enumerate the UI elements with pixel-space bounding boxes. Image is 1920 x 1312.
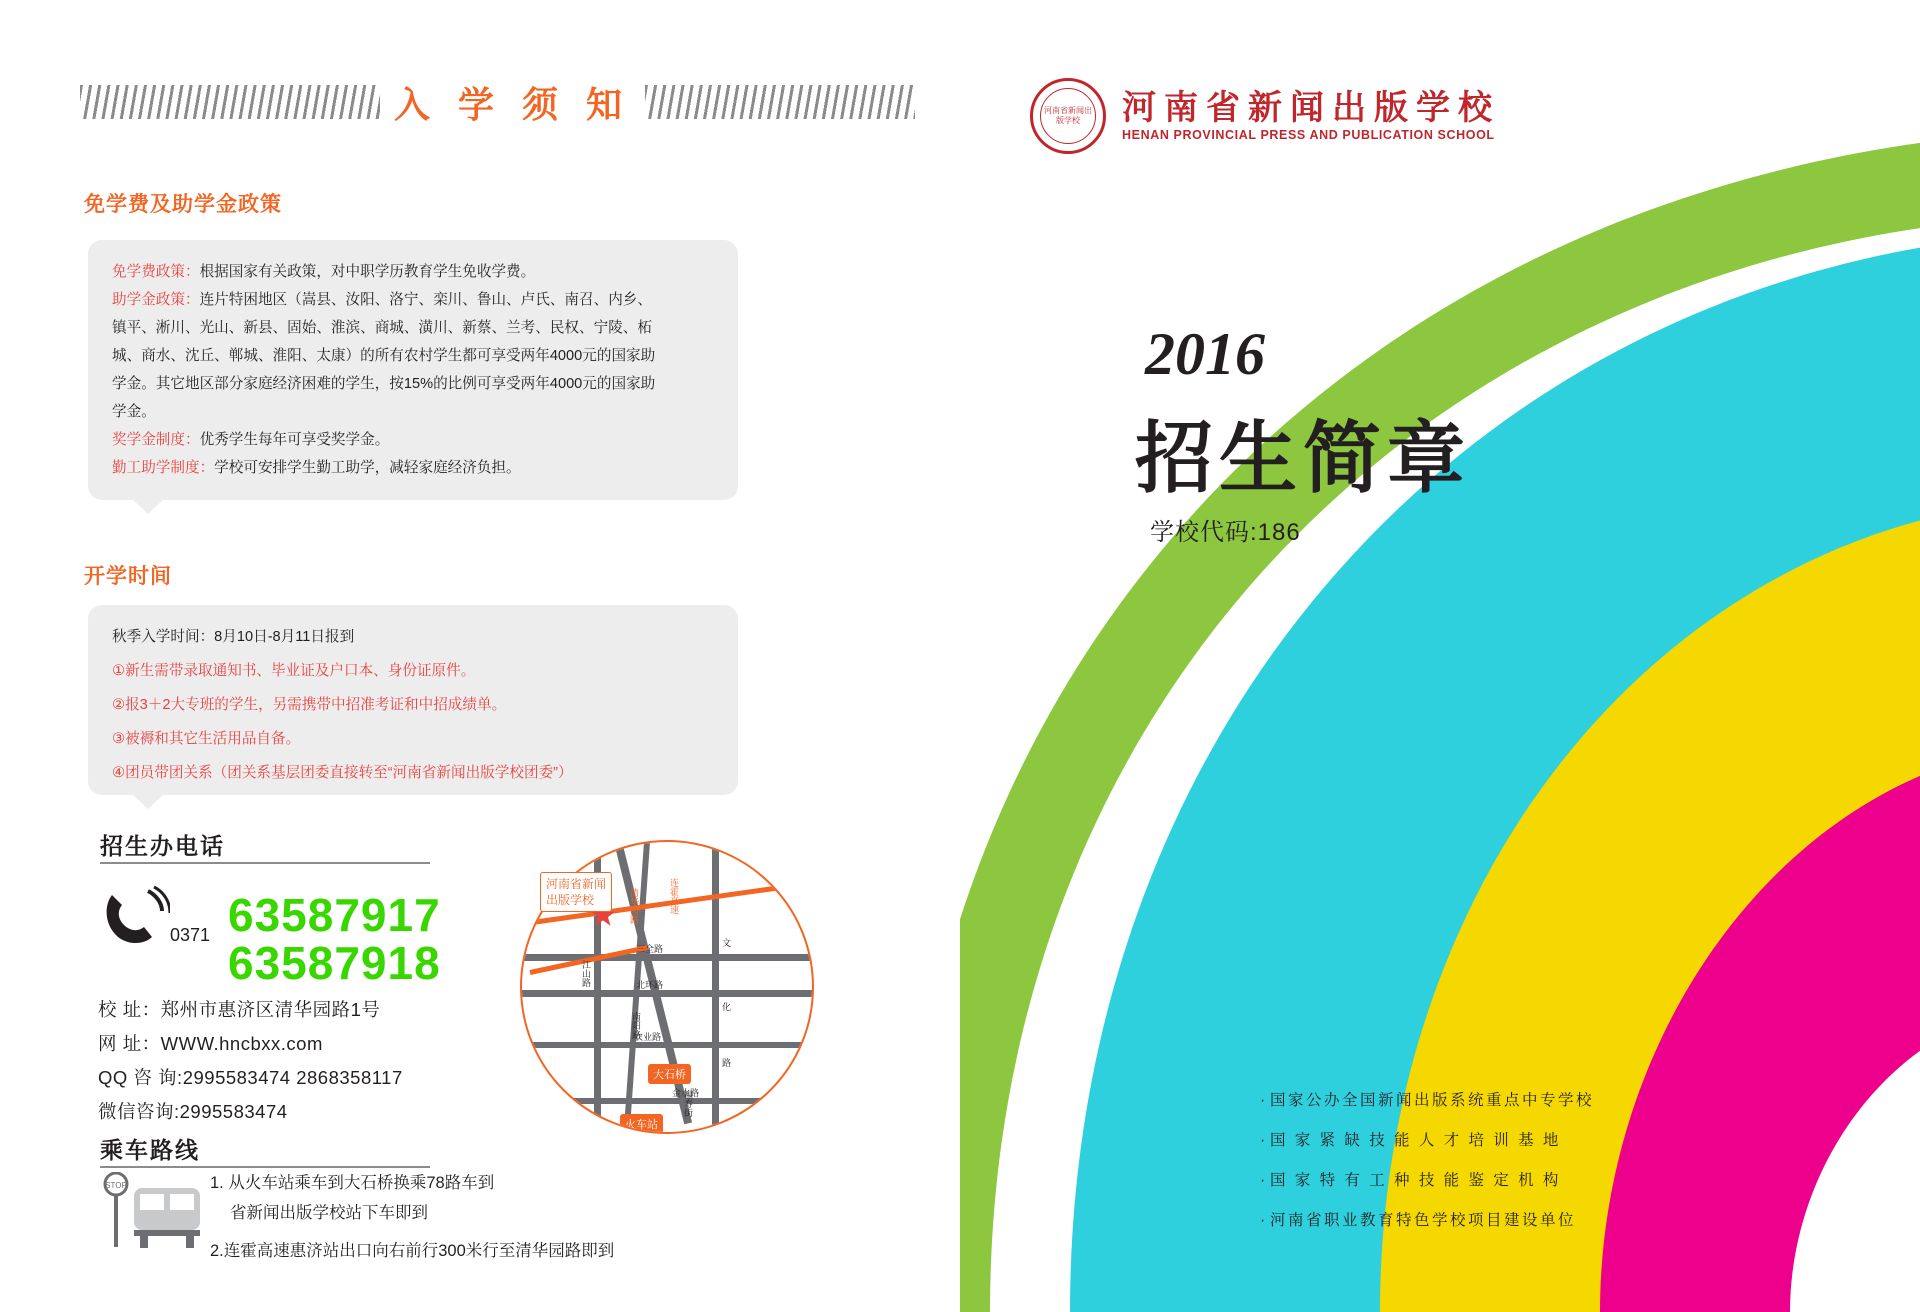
bullet-dot-icon: · xyxy=(1260,1092,1268,1109)
right-page-cover xyxy=(960,0,1920,1312)
policy-bubble xyxy=(88,240,738,500)
map-tag-school: 河南省新闻 出版学校 xyxy=(540,872,612,912)
schedule-line-1: 秋季入学时间：8月10日-8月11日报到 xyxy=(112,629,355,645)
hatch-decoration-left xyxy=(80,85,380,119)
map-label-qinghuayuan: 清华园路 xyxy=(629,888,639,924)
feature-bullet-2-label: 国 家 紧 缺 技 能 人 才 培 训 基 地 xyxy=(1270,1132,1561,1149)
feature-bullet-4-label: 河南省职业教育特色学校项目建设单位 xyxy=(1270,1212,1577,1229)
policy-line-2 xyxy=(112,288,714,313)
policy-label-grant: 助学金政策： xyxy=(112,292,200,308)
contact-divider xyxy=(100,862,430,864)
policy-label-tuition: 免学费政策： xyxy=(112,264,200,280)
bus-route-1-line-1: 1. 从火车站乘车到大石桥换乘78路车到 xyxy=(210,1174,495,1192)
schedule-line-2: ①新生需带录取通知书、毕业证及户口本、身份证原件。 xyxy=(112,663,476,679)
policy-line-7 xyxy=(112,428,714,453)
bullet-dot-icon: · xyxy=(1260,1172,1268,1189)
policy-line-1 xyxy=(112,260,714,285)
qq-contact: QQ 咨 询:2995583474 2868358117 xyxy=(98,1067,403,1088)
map-label-nongye: 农业路 xyxy=(634,1032,662,1042)
section-title-policy: 免学费及助学金政策 xyxy=(84,193,282,216)
school-logo xyxy=(1030,78,1530,158)
map-label-nanyang: 南阳路 xyxy=(631,1012,641,1039)
map-chip-dashiqiao: 大石桥 xyxy=(648,1064,691,1084)
phone-number-1: 63587917 xyxy=(228,889,441,941)
map-road-beihuan xyxy=(522,990,812,997)
school-code: 学校代码:186 xyxy=(1150,519,1301,546)
schedule-line-4: ③被褥和其它生活用品自备。 xyxy=(112,731,301,747)
notice-heading xyxy=(80,72,910,132)
feature-bullet-2 xyxy=(1260,1128,1561,1150)
feature-bullet-1 xyxy=(1260,1088,1594,1110)
logo-seal-icon xyxy=(1030,78,1106,154)
policy-text-grant: 连片特困地区（嵩县、汝阳、洛宁、栾川、鲁山、卢氏、南召、内乡、 xyxy=(199,292,652,308)
svg-text:STOP: STOP xyxy=(105,1181,127,1190)
map-label-sanquan: 三全路 xyxy=(636,944,664,954)
map-label-lianhuo: 连霍高速 xyxy=(669,878,679,914)
feature-bullet-3 xyxy=(1260,1168,1561,1190)
cover-content xyxy=(960,0,1920,1312)
policy-label-workstudy: 勤工助学制度： xyxy=(112,460,215,476)
page-title: 入 学 须 知 xyxy=(394,83,632,125)
school-website[interactable]: 网 址：WWW.hncbxx.com xyxy=(98,1033,323,1054)
hatch-decoration-right xyxy=(645,85,915,119)
map-label-jiangshan: 江山路 xyxy=(581,960,591,987)
map-label-fushou: 福寿街 xyxy=(683,1090,693,1117)
policy-line-3: 镇平、淅川、光山、新县、固始、淮滨、商城、潢川、新蔡、兰考、民权、宁陵、柘 xyxy=(112,320,652,336)
policy-line-4: 城、商水、沈丘、郸城、淮阳、太康）的所有农村学生都可享受两年4000元的国家助 xyxy=(112,348,656,364)
bus-route-title: 乘车路线 xyxy=(100,1137,200,1163)
bus-stop-icon xyxy=(100,1172,210,1254)
feature-bullet-4 xyxy=(1260,1208,1576,1230)
map-chip-train-station: 火车站 xyxy=(620,1114,663,1134)
schedule-bubble xyxy=(88,605,738,795)
feature-bullet-1-label: 国家公办全国新闻出版系统重点中专学校 xyxy=(1270,1092,1595,1109)
phone-icon xyxy=(98,885,170,953)
policy-line-6: 学金。 xyxy=(112,404,156,420)
cover-title: 招生简章 xyxy=(1135,414,1472,502)
contact-title: 招生办电话 xyxy=(100,833,225,859)
feature-bullet-3-label: 国 家 特 有 工 种 技 能 鉴 定 机 构 xyxy=(1270,1172,1561,1189)
schedule-line-3: ②报3＋2大专班的学生，另需携带中招准考证和中招成绩单。 xyxy=(112,697,507,713)
bus-route-1-line-2: 省新闻出版学校站下车即到 xyxy=(230,1204,428,1222)
policy-text-tuition: 根据国家有关政策，对中职学历教育学生免收学费。 xyxy=(199,264,536,280)
policy-text-workstudy: 学校可安排学生勤工助学，减轻家庭经济负担。 xyxy=(214,460,521,476)
map-label-wen: 文 xyxy=(721,938,731,947)
cover-year: 2016 xyxy=(1145,321,1265,387)
section-title-schedule: 开学时间 xyxy=(84,565,172,588)
map-label-beihuan: 北环路 xyxy=(636,980,664,990)
policy-label-scholarship: 奖学金制度： xyxy=(112,432,200,448)
schedule-line-5: ④团员带团关系（团关系基层团委直接转至“河南省新闻出版学校团委”） xyxy=(112,765,573,781)
policy-line-5: 学金。其它地区部分家庭经济困难的学生，按15%的比例可享受两年4000元的国家助 xyxy=(112,376,656,392)
bullet-dot-icon: · xyxy=(1260,1212,1268,1229)
policy-text-scholarship: 优秀学生每年可享受奖学金。 xyxy=(199,432,390,448)
area-code: 0371 xyxy=(170,925,211,945)
map-road-wenhua xyxy=(712,842,719,1132)
map-label-jinshui: 金水路 xyxy=(672,1088,700,1098)
school-address: 校 址：郑州市惠济区清华园路1号 xyxy=(98,999,381,1020)
wechat-contact: 微信咨询:2995583474 xyxy=(98,1101,288,1122)
map-label-lu: 路 xyxy=(721,1058,731,1067)
map-road-sanquan xyxy=(522,954,812,961)
phone-number-2: 63587918 xyxy=(228,937,441,989)
map-road-jinshui xyxy=(522,1098,812,1104)
bullet-dot-icon: · xyxy=(1260,1132,1268,1149)
logo-name-en: HENAN PROVINCIAL PRESS AND PUBLICATION SCHOOL xyxy=(1122,128,1495,142)
policy-line-8 xyxy=(112,456,714,481)
logo-seal-text: 河南省新闻出版学校 xyxy=(1040,88,1096,144)
bus-route-2: 2.连霍高速惠济站出口向右前行300米行至清华园路即到 xyxy=(210,1242,615,1260)
map-label-hua: 化 xyxy=(721,1002,731,1011)
logo-name-cn: 河南省新闻出版学校 xyxy=(1122,89,1500,127)
